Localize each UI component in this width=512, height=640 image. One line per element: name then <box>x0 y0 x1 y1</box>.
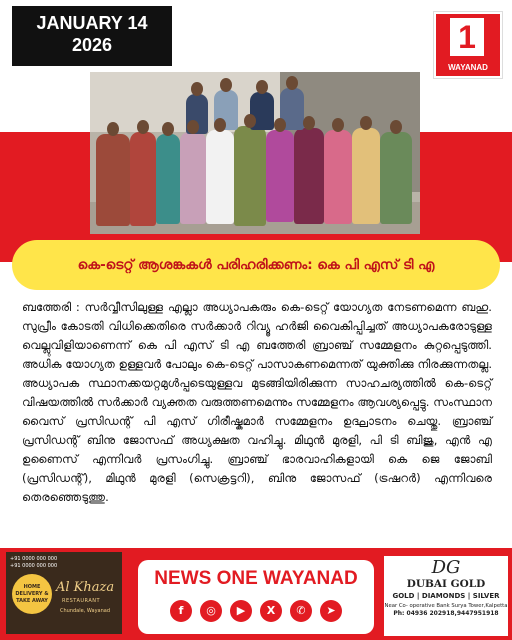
person <box>206 130 234 224</box>
restaurant-location: Chundale, Wayanad <box>60 608 110 614</box>
person <box>294 128 324 224</box>
social-links <box>170 600 342 622</box>
person <box>234 126 266 226</box>
jeweller-name: DUBAI GOLD <box>406 578 486 590</box>
news-brand-box <box>138 560 374 634</box>
ad-phone-numbers <box>10 556 57 570</box>
date-box <box>12 6 172 66</box>
jewellery-ad[interactable] <box>384 556 508 636</box>
restaurant-ad[interactable] <box>6 552 122 634</box>
person-head <box>220 78 232 92</box>
ad-phone-line: +91 0000 000 000 <box>10 556 58 562</box>
restaurant-subtitle: RESTAURANT <box>62 598 101 604</box>
news-brand-title: NEWS ONE WAYANAD <box>154 568 358 589</box>
person-head <box>256 80 268 94</box>
person-head <box>286 76 298 90</box>
x-icon[interactable]: X <box>260 600 282 622</box>
jeweller-address: Near Co- operative Bank Surya Tower,Kalpetta <box>384 603 508 609</box>
person <box>380 132 412 224</box>
headline-text: കെ-ടെറ്റ് ആശങ്കകൾ പരിഹരിക്കണം: കെ പി എസ് ടി എ <box>77 257 435 273</box>
person-head <box>191 82 203 96</box>
person <box>352 128 380 224</box>
person <box>130 132 156 226</box>
person-head <box>360 116 372 130</box>
date-year: 2026 <box>71 35 113 55</box>
person <box>96 134 130 226</box>
person-head <box>274 118 286 132</box>
person <box>180 132 206 224</box>
person-head <box>390 120 402 134</box>
restaurant-name: Al Khaza <box>56 580 115 595</box>
logo-number: 1 <box>450 18 484 56</box>
person-head <box>303 116 315 130</box>
jeweller-phone: Ph: 04936 202918,9447951918 <box>393 610 499 617</box>
ad-phone-line: +91 0000 000 000 <box>10 563 58 569</box>
news-one-logo <box>434 12 502 78</box>
person-head <box>187 120 199 134</box>
person <box>156 134 180 224</box>
person <box>324 130 352 224</box>
article-body: ബത്തേരി : സർവ്വീസിലുള്ള എല്ലാ അധ്യാപകരും കെ-ടെറ്റ് യോഗ്യത നേടണമെന്ന ബഹു. സുപ്രീം കോടതി വിധിക്കെതിരെ സർക്കാർ റിവ്യൂ ഹർജി വൈകിപ്പിച്ചത് അധ്യാപകരോടുള്ള വെല്ലുവിളിയാണെന്ന് കെ പി എസ് ടി എ ബത്തേരി ബ്രാഞ്ച് സമ്മേളനം കുറ്റപ്പെടുത്തി. അധിക യോഗ്യത ഉള്ളവർ പോലും കെ-ടെറ്റ് പാസാകണമെന്നത് യുക്തിക്കു നിരക്കുന്നതല്ല. അധ്യാപക സ്ഥാനക്കയറ്റമുൾപ്പടെയുള്ളവ മുടങ്ങിയിരിക്കുന്ന സാഹചര്യത്തിൽ കെ-ടെറ്റ് വിഷയത്തിൽ സർക്കാർ വ്യക്തത വരുത്തണമെന്നും സമ്മേളനം ആവശ്യപ്പെട്ടു. സംസ്ഥാന വൈസ് പ്രസിഡന്റ് പി എസ് ഗിരീഷ്കുമാർ സമ്മേളനം ഉദ്ഘാടനം ചെയ്തു. ബ്രാഞ്ച് പ്രസിഡന്റ് ബിനു ജോസഫ് അധ്യക്ഷത വഹിച്ചു. മിഥുൻ മുരളി, പി ടി ബിജു, എൻ എ ഉണൈസ് എന്നിവർ പ്രസംഗിച്ചു. ബ്രാഞ്ച് ഭാരവാഹികളായി കെ ജെ ജോബി (പ്രസിഡന്റ്), മിഥുൻ മുരളി (സെക്രട്ടറി), ബിനു ജോസഫ് (ട്രഷറർ) എന്നിവരെ തെരഞ്ഞെടുത്തു. <box>22 300 492 504</box>
facebook-icon[interactable]: f <box>170 600 192 622</box>
person-head <box>332 118 344 132</box>
person-head <box>137 120 149 134</box>
jeweller-tagline: GOLD | DIAMONDS | SILVER <box>392 592 500 600</box>
person-head <box>244 114 256 128</box>
telegram-icon[interactable]: ➤ <box>320 600 342 622</box>
person-head <box>214 118 226 132</box>
youtube-icon[interactable]: ▶ <box>230 600 252 622</box>
instagram-icon[interactable]: ◎ <box>200 600 222 622</box>
whatsapp-icon[interactable]: ✆ <box>290 600 312 622</box>
headline-banner <box>12 240 500 290</box>
jeweller-monogram: DG <box>431 557 461 578</box>
delivery-badge: HOME DELIVERY & TAKE AWAY <box>12 574 52 614</box>
person <box>266 130 294 222</box>
date-month-day: JANUARY 14 <box>36 13 148 33</box>
person-head <box>162 122 174 136</box>
logo-text: WAYANAD <box>448 63 488 72</box>
group-photo <box>90 72 420 234</box>
person-head <box>107 122 119 136</box>
